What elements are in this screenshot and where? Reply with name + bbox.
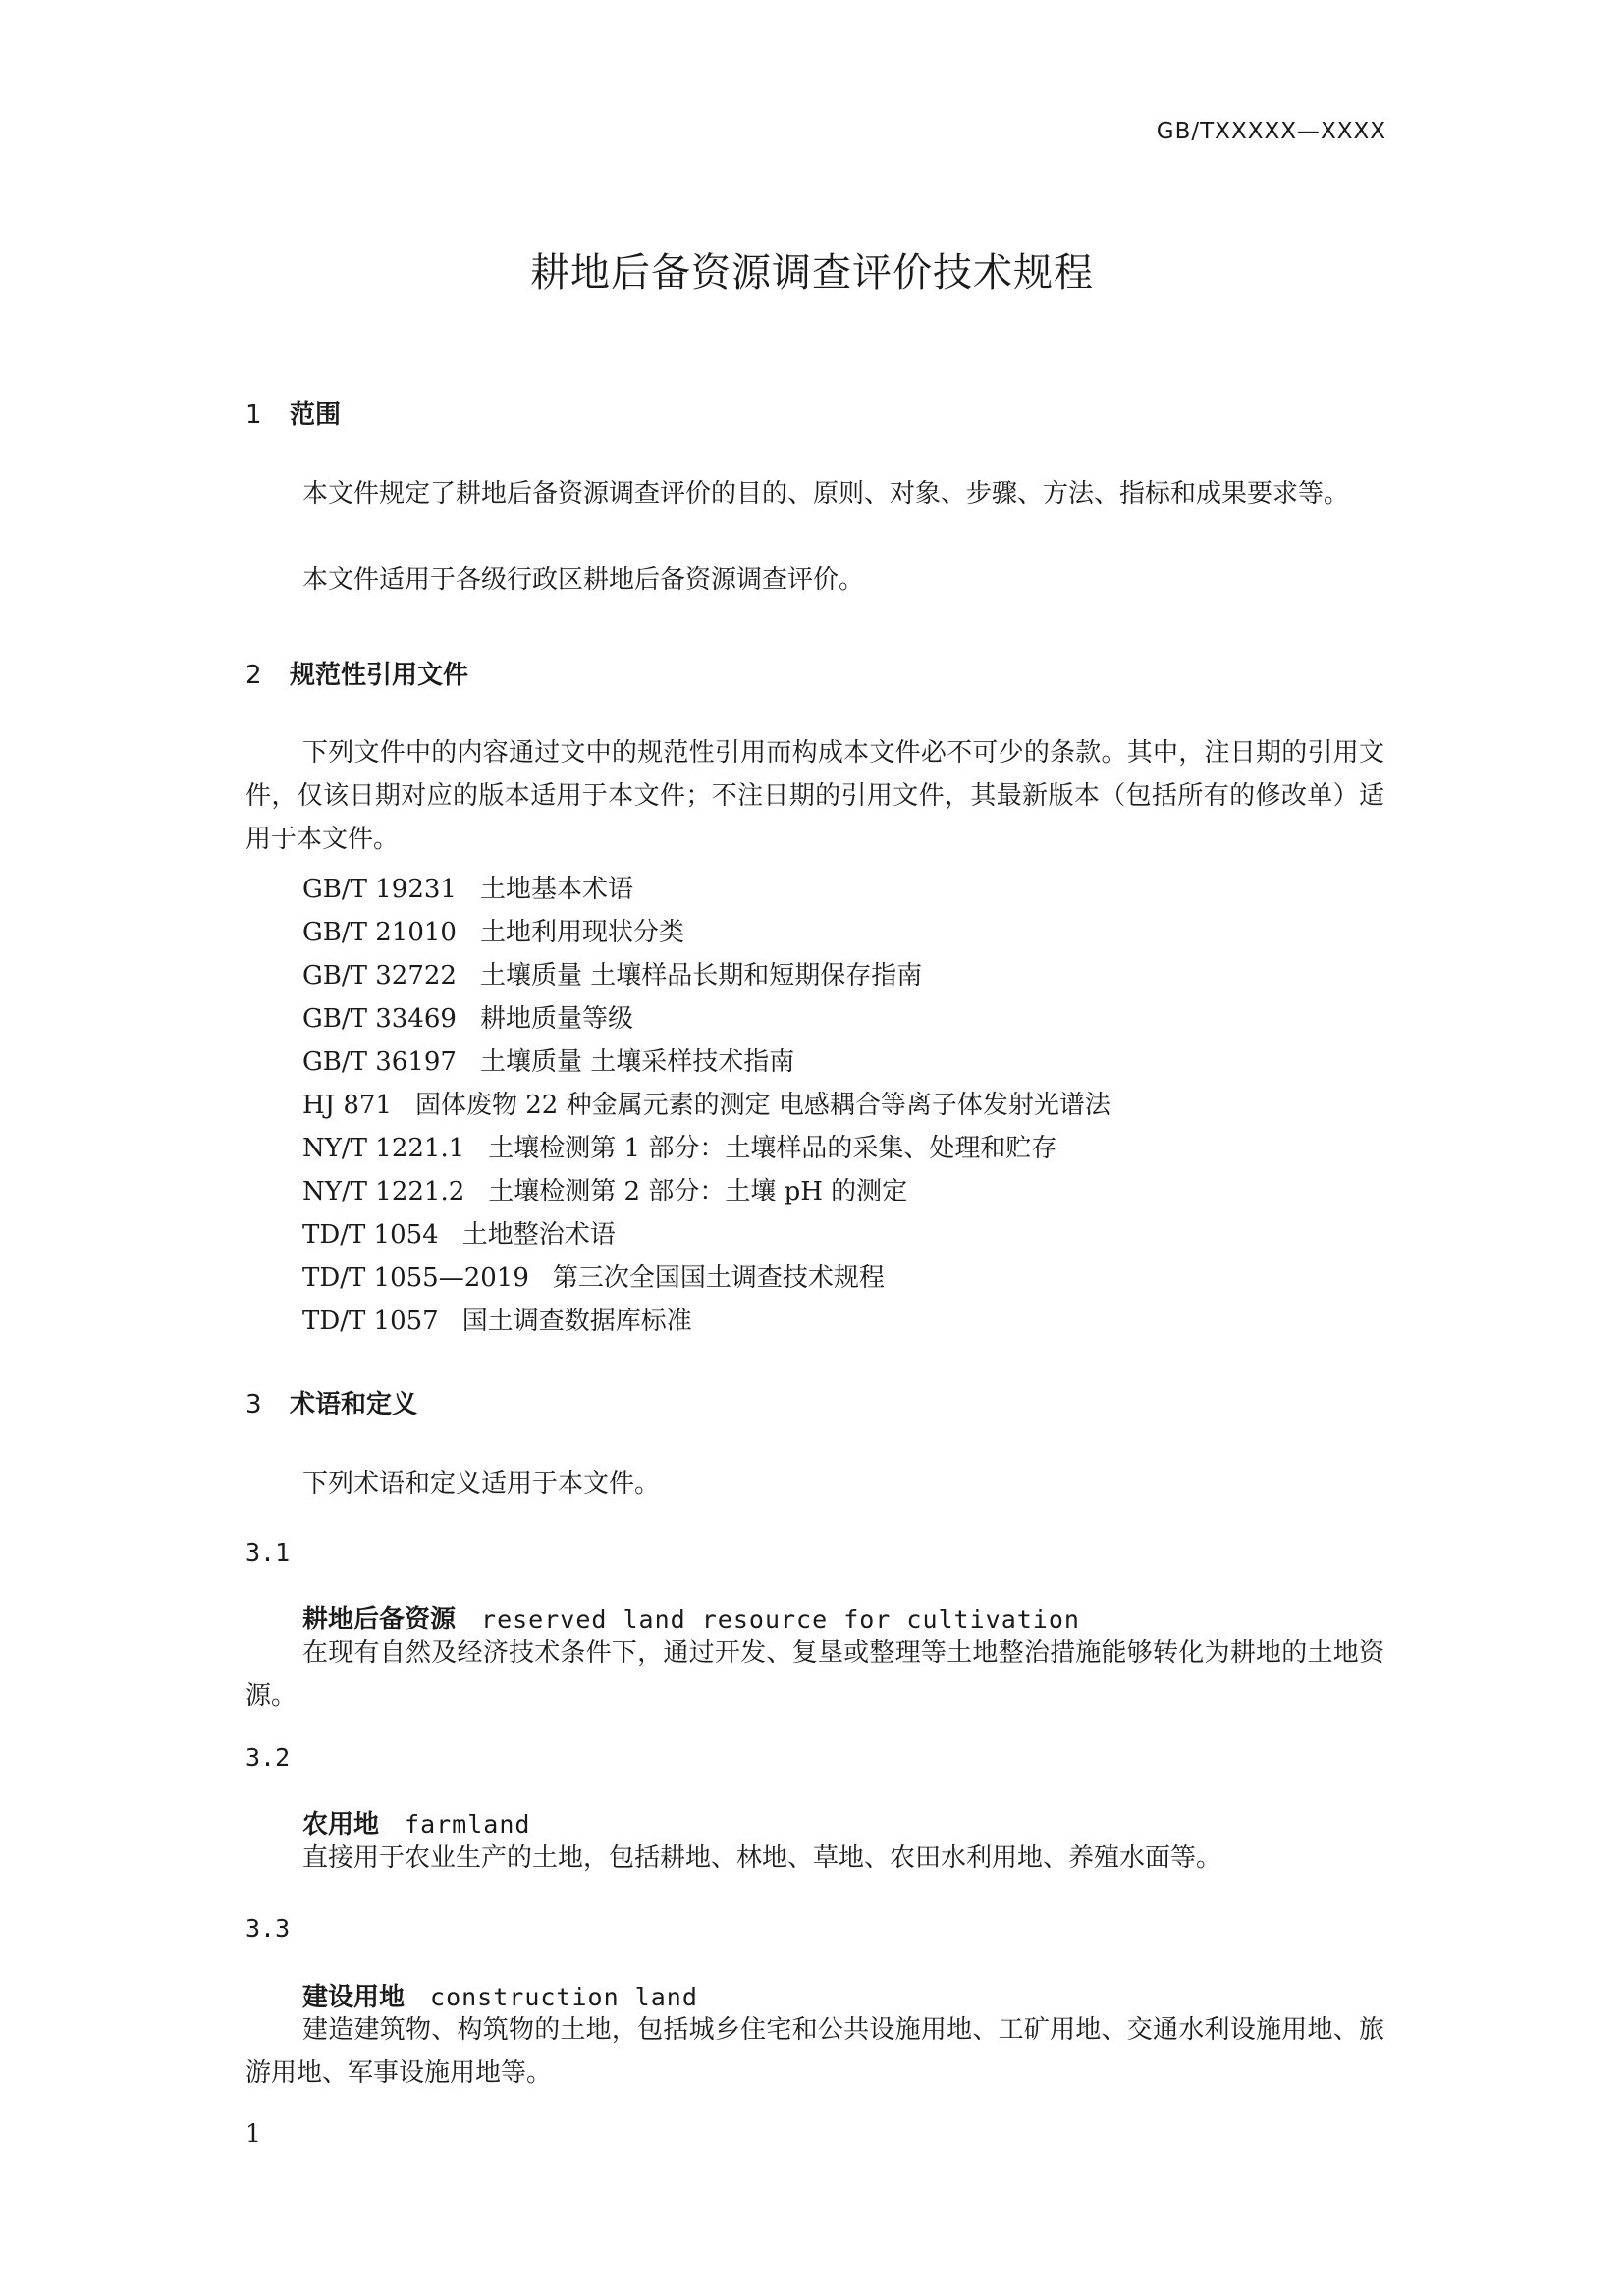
reference-code: GB/T 36197 bbox=[302, 1047, 457, 1077]
reference-code: HJ 871 bbox=[302, 1091, 392, 1120]
reference-item bbox=[302, 998, 633, 1035]
reference-item bbox=[302, 869, 633, 905]
document-code: GB/TXXXXX—XXXX bbox=[1156, 119, 1386, 144]
reference-title: 国土调查数据库标准 bbox=[461, 1307, 692, 1336]
term-english: farmland bbox=[405, 1810, 531, 1839]
section-number: 3 bbox=[245, 1390, 262, 1419]
section-number: 2 bbox=[245, 661, 262, 690]
reference-code: GB/T 19231 bbox=[302, 875, 457, 904]
section-number: 1 bbox=[245, 400, 262, 430]
term-chinese: 农用地 bbox=[302, 1810, 380, 1840]
reference-code: GB/T 32722 bbox=[302, 961, 457, 990]
reference-code: TD/T 1055—2019 bbox=[302, 1263, 529, 1293]
paragraph: 本文件适用于各级行政区耕地后备资源调查评价。 bbox=[302, 565, 865, 595]
term-english: reserved land resource for cultivation bbox=[481, 1605, 1080, 1633]
reference-item bbox=[302, 1214, 616, 1251]
reference-item bbox=[302, 1041, 794, 1078]
term-definition: 直接用于农业生产的土地，包括耕地、林地、草地、农田水利用地、养殖水面等。 bbox=[302, 1843, 1222, 1873]
reference-code: NY/T 1221.1 bbox=[302, 1134, 465, 1163]
term-entry bbox=[302, 1804, 530, 1841]
paragraph: 下列文件中的内容通过文中的规范性引用而构成本文件必不可少的条款。其中，注日期的引用文件，仅该日期对应的版本适用于本文件；不注日期的引用文件，其最新版本（包括所有的修改单）适用于本文件。 bbox=[245, 738, 1384, 854]
reference-title: 第三次全国国土调查技术规程 bbox=[552, 1263, 885, 1293]
reference-item bbox=[302, 1085, 1110, 1121]
paragraph: 本文件规定了耕地后备资源调查评价的目的、原则、对象、步骤、方法、指标和成果要求等。 bbox=[302, 479, 1350, 508]
reference-title: 土地基本术语 bbox=[479, 875, 633, 904]
section-title: 范围 bbox=[290, 400, 342, 430]
section-title: 规范性引用文件 bbox=[290, 661, 469, 690]
reference-code: NY/T 1221.2 bbox=[302, 1177, 465, 1206]
reference-code: GB/T 21010 bbox=[302, 918, 457, 947]
reference-title: 土壤检测第 2 部分：土壤 pH 的测定 bbox=[488, 1177, 908, 1206]
term-number: 3.2 bbox=[245, 1743, 291, 1772]
section-1-heading bbox=[245, 395, 341, 431]
reference-title: 土壤质量 土壤样品长期和短期保存指南 bbox=[479, 961, 923, 990]
term-chinese: 建设用地 bbox=[302, 1983, 406, 2012]
reference-code: TD/T 1054 bbox=[302, 1220, 439, 1250]
section-2-heading bbox=[245, 655, 468, 691]
section-title: 术语和定义 bbox=[290, 1390, 418, 1419]
document-title: 耕地后备资源调查评价技术规程 bbox=[530, 250, 1094, 295]
reference-code: TD/T 1057 bbox=[302, 1307, 439, 1336]
reference-title: 耕地质量等级 bbox=[479, 1004, 633, 1034]
reference-item bbox=[302, 1128, 1056, 1164]
reference-item bbox=[302, 955, 922, 991]
section-3-heading bbox=[245, 1384, 417, 1420]
term-number: 3.3 bbox=[245, 1914, 291, 1943]
page-number: 1 bbox=[245, 2119, 261, 2148]
reference-title: 土地整治术语 bbox=[461, 1220, 616, 1250]
reference-title: 土壤检测第 1 部分：土壤样品的采集、处理和贮存 bbox=[488, 1134, 1057, 1163]
term-definition: 建造建筑物、构筑物的土地，包括城乡住宅和公共设施用地、工矿用地、交通水利设施用地、旅游用地、军事设施用地等。 bbox=[245, 2015, 1384, 2088]
term-number: 3.1 bbox=[245, 1538, 291, 1567]
reference-title: 土地利用现状分类 bbox=[479, 918, 684, 947]
term-definition: 在现有自然及经济技术条件下，通过开发、复垦或整理等土地整治措施能够转化为耕地的土地资源。 bbox=[245, 1638, 1384, 1711]
term-chinese: 耕地后备资源 bbox=[302, 1605, 457, 1634]
paragraph: 下列术语和定义适用于本文件。 bbox=[302, 1469, 661, 1499]
reference-item bbox=[302, 1171, 907, 1207]
reference-title: 固体废物 22 种金属元素的测定 电感耦合等离子体发射光谱法 bbox=[415, 1091, 1110, 1120]
term-english: construction land bbox=[430, 1983, 698, 2011]
reference-item bbox=[302, 1301, 692, 1337]
reference-code: GB/T 33469 bbox=[302, 1004, 457, 1034]
reference-item bbox=[302, 912, 684, 948]
term-entry bbox=[302, 1599, 1080, 1635]
reference-title: 土壤质量 土壤采样技术指南 bbox=[479, 1047, 795, 1077]
reference-item bbox=[302, 1257, 885, 1294]
